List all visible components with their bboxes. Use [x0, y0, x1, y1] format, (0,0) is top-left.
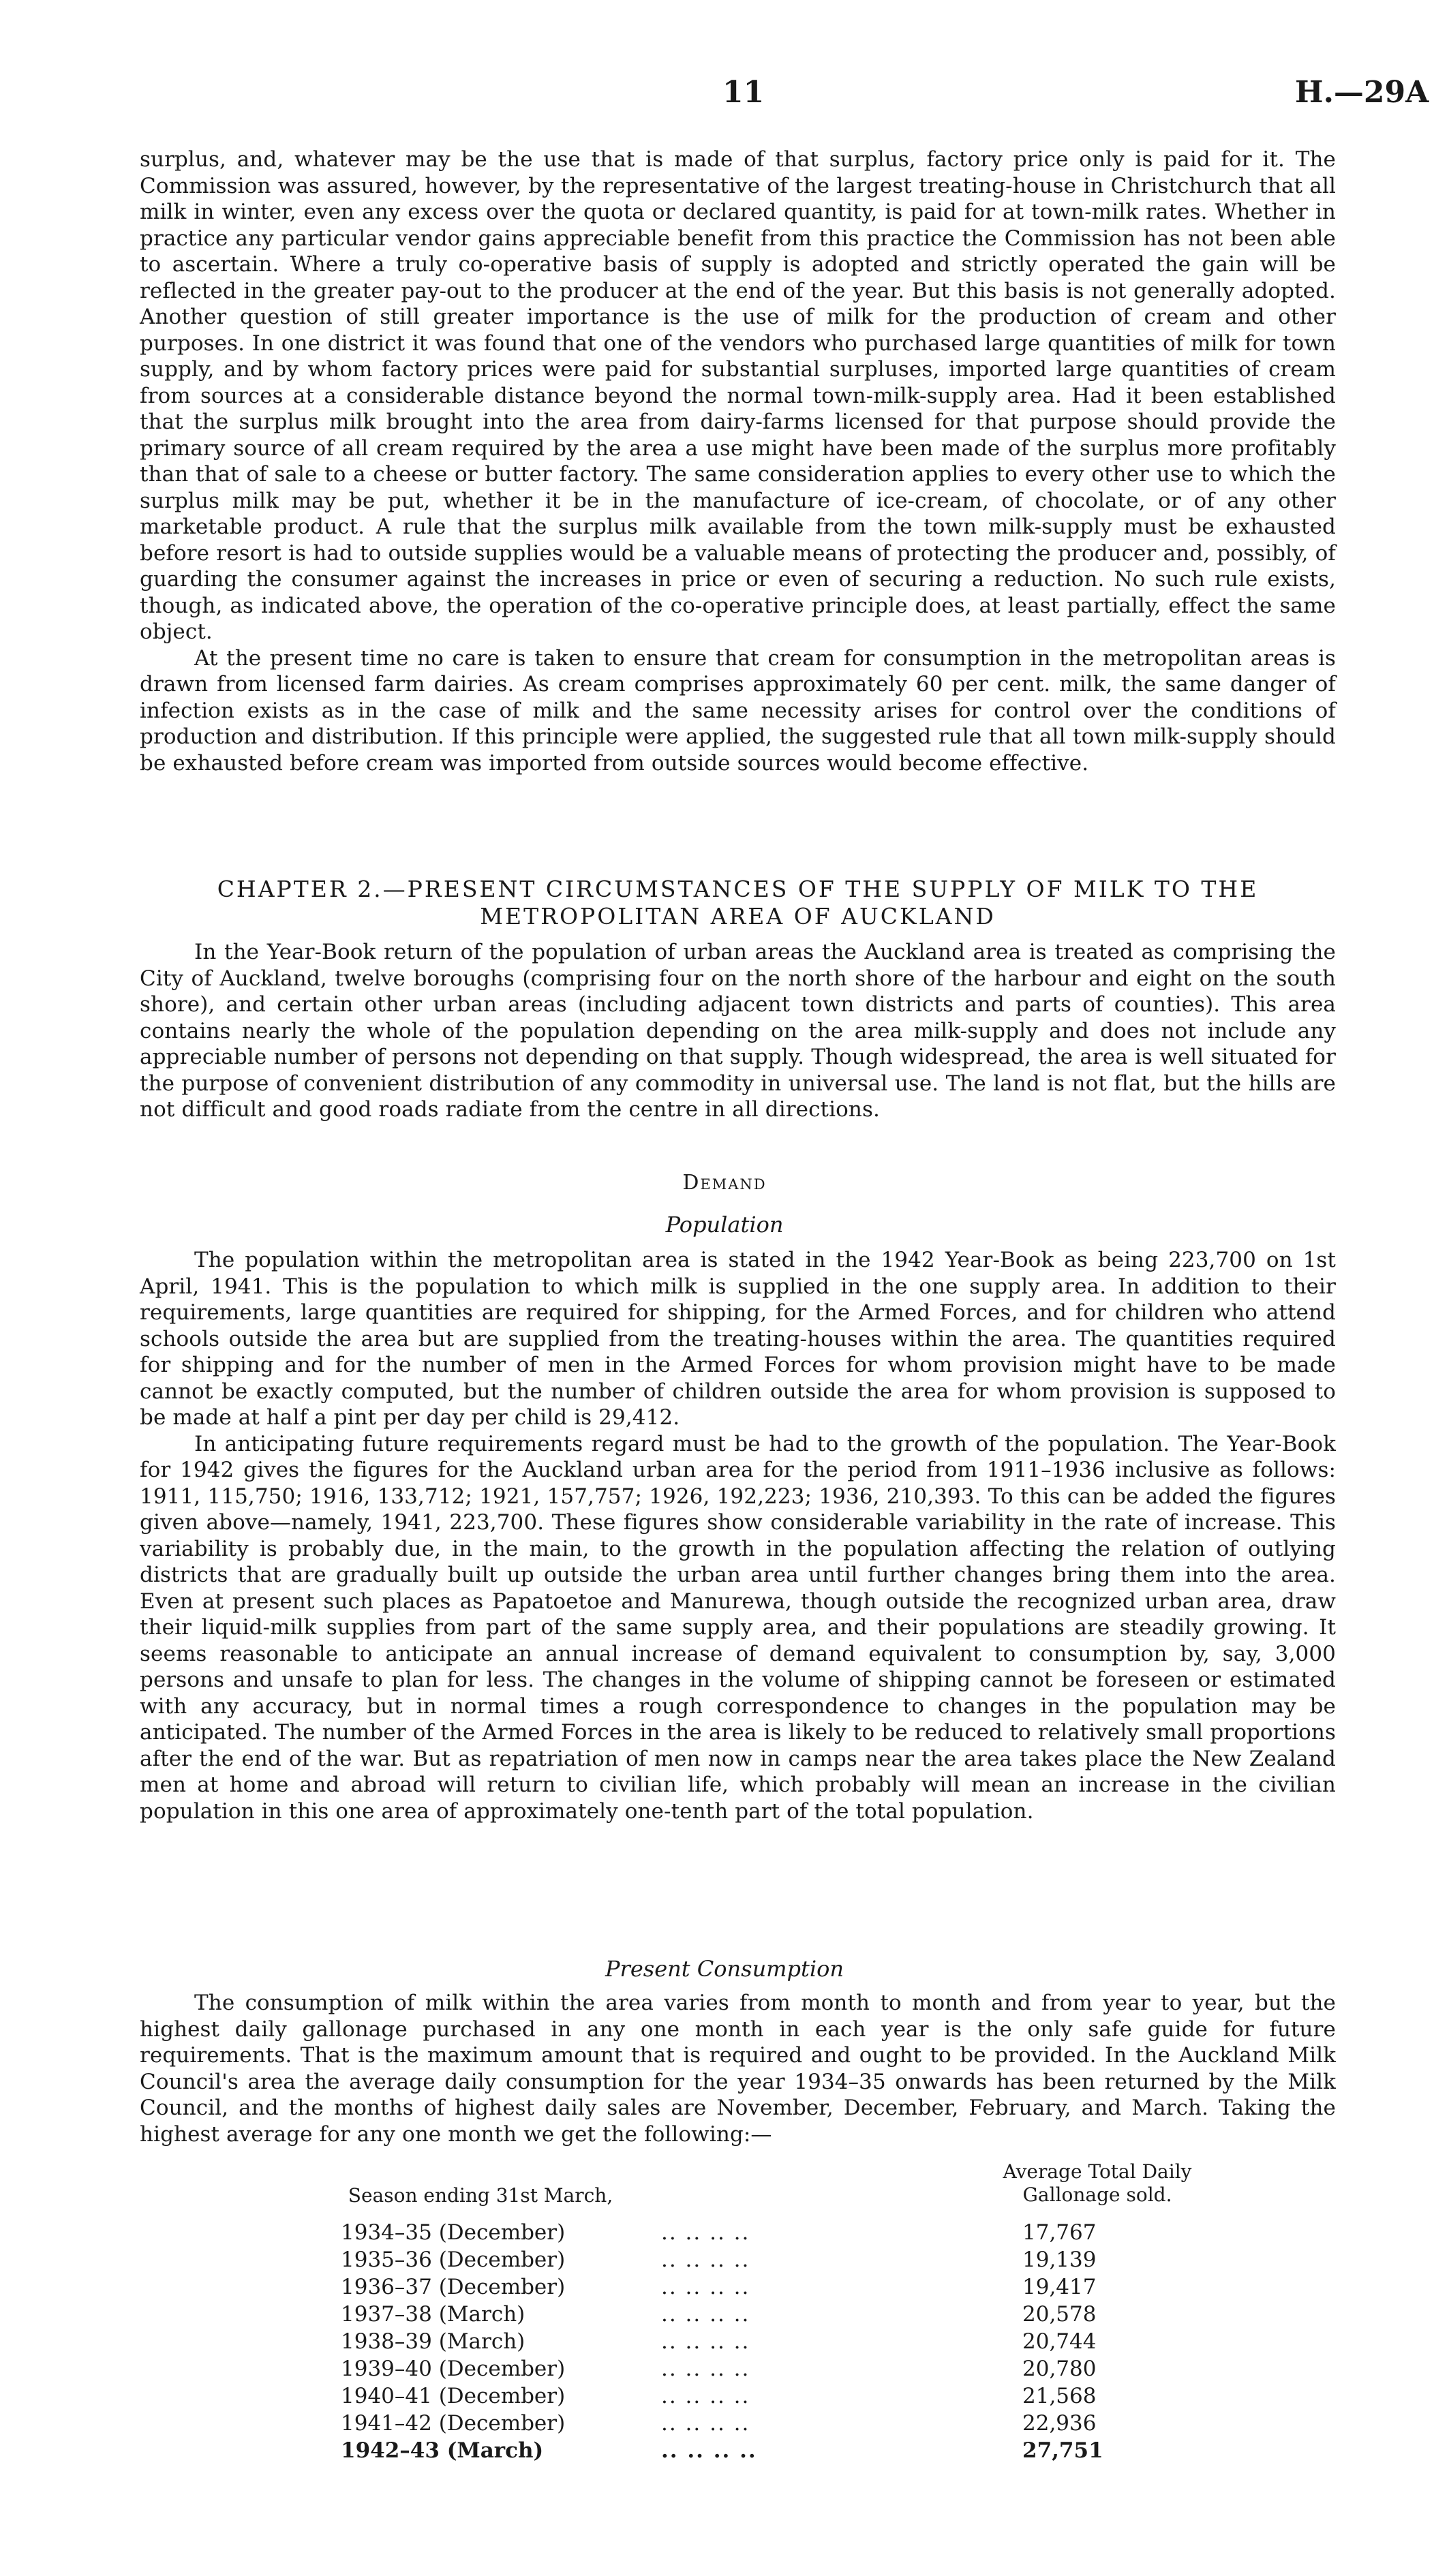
row-leader-dots: .. .. .. .. — [661, 2329, 750, 2354]
table-row — [341, 2438, 1159, 2466]
row-season: 1940–41 (December) — [341, 2384, 566, 2408]
page-number: 11 — [722, 75, 765, 110]
row-leader-dots: .. .. .. .. — [661, 2275, 750, 2299]
chapter-heading-line2: METROPOLITAN AREA OF AUCKLAND — [480, 903, 996, 930]
paragraph-population: The population within the metropolitan area is stated in the 1942 Year-Book as being 223,700 on 1st April, 1941. This is the population to which milk is supplied in the one supply area. In addition to their requirements, large quantities are required for shipping, for the Armed Forces, and for children who attend schools outside the area but are supplied from the treating-houses within the area. The quantities required for shipping and for the number of men in the Armed Forces for whom provision might have to be made cannot be exactly computed, but the number of children outside the area for whom provision is supposed to be made at half a pint per day per child is 29,412. — [140, 1248, 1336, 1430]
row-gallonage: 20,780 — [1022, 2357, 1097, 2381]
paragraph-consumption: The consumption of milk within the area varies from month to month and from year to year, but the highest daily gallonage purchased in any one month in each year is the only safe guide for future requirements. That is the maximum amount that is required and ought to be provided. In the Auckland Milk Council's area the average daily consumption for the year 1934–35 onwards has been returned by the Milk Council, and the months of highest daily sales are November, December, February, and March. Taking the highest average for any one month we get the following:— — [140, 1991, 1336, 2147]
row-leader-dots: .. .. .. .. — [661, 2302, 750, 2327]
chapter-heading-line1: CHAPTER 2.—PRESENT CIRCUMSTANCES OF THE SUPPLY OF MILK TO THE — [217, 876, 1259, 902]
row-season: 1938–39 (March) — [341, 2329, 525, 2354]
row-leader-dots: .. .. .. .. — [661, 2357, 750, 2381]
chapter-heading — [140, 876, 1336, 930]
document-reference: H.—29A — [1295, 75, 1429, 110]
paragraph-surplus: surplus, and, whatever may be the use that is made of that surplus, factory price only is paid for it. The Commission was assured, however, by the representative of the largest treating-house in Christchurch that all milk in winter, even any excess over the quota or declared quantity, is paid for at town-milk rates. Whether in practice any particular vendor gains appreciable benefit from this practice the Commission has not been able to ascertain. Where a truly co-operative basis of supply is adopted and strictly operated the gain will be reflected in the greater pay-out to the producer at the end of the year. But this basis is not generally adopted. Another question of still greater importance is the use of milk for the production of cream and other purposes. In one district it was found that one of the vendors who purchased large quantities of milk for town supply, and by whom factory prices were paid for substantial surpluses, imported large quantities of cream from sources at a considerable distance beyond the normal town-milk-supply area. Had it been established that the surplus milk brought into the area from dairy-farms licensed for that purpose should provide the primary source of all cream required by the area a use might have been made of the surplus more profitably than that of sale to a cheese or butter factory. The same consideration applies to every other use to which the surplus milk may be put, whether it be in the manufacture of ice-cream, of chocolate, or of any other marketable product. A rule that the surplus milk available from the town milk-supply must be exhausted before resort is had to outside supplies would be a valuable means of protecting the producer and, possibly, of guarding the consumer against the increases in price or even of securing a reduction. No such rule exists, though, as indicated above, the operation of the co-operative principle does, at least partially, effect the same object. — [140, 147, 1336, 644]
top-text-block — [140, 147, 1336, 776]
row-leader-dots: .. .. .. .. — [661, 2411, 750, 2436]
table-row — [341, 2384, 1159, 2411]
table-row — [341, 2220, 1159, 2248]
intro-block — [140, 939, 1336, 1123]
row-gallonage: 19,417 — [1022, 2275, 1097, 2299]
row-season: 1935–36 (December) — [341, 2248, 566, 2272]
row-gallonage: 20,578 — [1022, 2302, 1097, 2327]
population-block — [140, 1247, 1336, 1824]
table-header-gallonage-line1: Average Total Daily — [1003, 2160, 1192, 2183]
row-season: 1941–42 (December) — [341, 2411, 566, 2436]
row-leader-dots: .. .. .. .. — [661, 2438, 757, 2463]
table-row — [341, 2411, 1159, 2438]
row-gallonage: 21,568 — [1022, 2384, 1097, 2408]
row-gallonage: 17,767 — [1022, 2220, 1097, 2245]
row-leader-dots: .. .. .. .. — [661, 2384, 750, 2408]
table-row — [341, 2275, 1159, 2302]
table-row — [341, 2248, 1159, 2275]
row-season: 1934–35 (December) — [341, 2220, 566, 2245]
consumption-heading: Present Consumption — [605, 1956, 844, 1982]
row-season: 1937–38 (March) — [341, 2302, 525, 2327]
row-leader-dots: .. .. .. .. — [661, 2220, 750, 2245]
table-row — [341, 2302, 1159, 2329]
row-gallonage: 20,744 — [1022, 2329, 1097, 2354]
table-header-season: Season ending 31st March, — [348, 2184, 613, 2207]
demand-heading: Demand — [682, 1171, 767, 1195]
row-season: 1942–43 (March) — [341, 2438, 544, 2463]
consumption-block — [140, 1990, 1336, 2147]
row-season: 1939–40 (December) — [341, 2357, 566, 2381]
row-gallonage: 27,751 — [1022, 2438, 1103, 2463]
paragraph-intro: In the Year-Book return of the population of urban areas the Auckland area is treated as comprising the City of Auckland, twelve boroughs (comprising four on the north shore of the harbour and eight on the south shore), and certain other urban areas (including adjacent town districts and parts of counties). This area contains nearly the whole of the population depending on the area milk-supply and does not include any appreciable number of persons not depending on that supply. Though widespread, the area is well situated for the purpose of convenient distribution of any commodity in universal use. The land is not flat, but the hills are not difficult and good roads radiate from the centre in all directions. — [140, 940, 1336, 1122]
table-header-gallonage — [954, 2160, 1240, 2207]
table-row — [341, 2357, 1159, 2384]
paragraph-cream: At the present time no care is taken to ensure that cream for consumption in the metropolitan areas is drawn from licensed farm dairies. As cream comprises approximately 60 per cent. milk, the same danger of infection exists as in the case of milk and the same necessity arises for control over the conditions of production and distribution. If this principle were applied, the suggested rule that all town milk-supply should be exhausted before cream was imported from outside sources would become effective. — [140, 645, 1336, 776]
row-season: 1936–37 (December) — [341, 2275, 566, 2299]
paragraph-growth: In anticipating future requirements regard must be had to the growth of the population. The Year-Book for 1942 gives the figures for the Auckland urban area for the period from 1911–1936 inclusive as follows: 1911, 115,750; 1916, 133,712; 1921, 157,757; 1926, 192,223; 1936, 210,393. To this can be added the figures given above—namely, 1941, 223,700. These figures show considerable variability in the rate of increase. This variability is probably due, in the main, to the growth in the population affecting the relation of outlying districts that are gradually built up outside the urban area until further changes bring them into the area. Even at present such places as Papatoetoe and Manurewa, though outside the recognized urban area, draw their liquid-milk supplies from part of the same supply area, and their populations are steadily growing. It seems reasonable to anticipate an annual increase of demand equivalent to consumption by, say, 3,000 persons and unsafe to plan for less. The changes in the volume of shipping cannot be foreseen or estimated with any accuracy, but in normal times a rough correspondence to changes in the population may be anticipated. The number of the Armed Forces in the area is likely to be reduced to relatively small proportions after the end of the war. But as repatriation of men now in camps near the area takes place the New Zealand men at home and abroad will return to civilian life, which probably will mean an increase in the civilian population in this one area of approximately one-tenth part of the total population. — [140, 1431, 1336, 1824]
row-gallonage: 22,936 — [1022, 2411, 1097, 2436]
row-gallonage: 19,139 — [1022, 2248, 1097, 2272]
population-heading: Population — [665, 1212, 784, 1238]
table-row — [341, 2329, 1159, 2357]
table-header-gallonage-line2: Gallonage sold. — [1022, 2183, 1172, 2206]
row-leader-dots: .. .. .. .. — [661, 2248, 750, 2272]
